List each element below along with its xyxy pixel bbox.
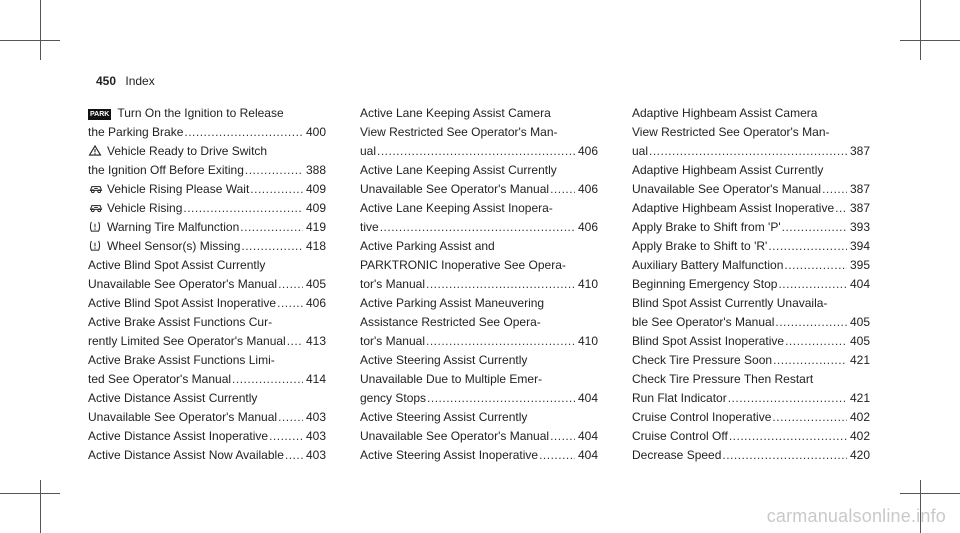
entry-label: Turn On the Ignition to Release [117, 106, 284, 120]
entry-text [88, 351, 275, 370]
index-entry [88, 389, 326, 408]
entry-label: Blind Spot Assist Inoperative [632, 334, 785, 348]
index-column-1 [88, 104, 326, 465]
index-entry [360, 427, 598, 446]
leader-dots [768, 237, 847, 256]
entry-text [88, 370, 231, 389]
entry-page: 410 [577, 334, 598, 348]
entry-label: Active Parking Assist Maneuvering [360, 296, 545, 310]
index-entry [360, 218, 598, 237]
leader-dots [722, 446, 847, 465]
entry-label: PARKTRONIC Inoperative See Opera- [360, 258, 566, 272]
index-entry [632, 389, 870, 408]
entry-label: Warning Tire Malfunction [107, 220, 240, 234]
index-entry [360, 446, 598, 465]
entry-text [632, 389, 727, 408]
index-entry [88, 427, 326, 446]
entry-label: the Ignition Off Before Exiting [88, 163, 244, 177]
entry-text [88, 104, 284, 123]
entry-label: View Restricted See Operator's Man- [632, 125, 830, 139]
leader-dots [377, 142, 575, 161]
entry-text [632, 237, 767, 256]
entry-text [632, 275, 777, 294]
entry-text [632, 294, 827, 313]
leader-dots [782, 218, 847, 237]
entry-text [360, 313, 541, 332]
entry-label: ual [360, 144, 377, 158]
entry-text [632, 408, 771, 427]
entry-text [632, 104, 817, 123]
leader-dots [380, 218, 575, 237]
index-entry [632, 332, 870, 351]
entry-label: Active Distance Assist Now Available [88, 448, 284, 462]
index-entry [632, 313, 870, 332]
leader-dots [278, 408, 303, 427]
entry-page: 409 [305, 201, 326, 215]
entry-label: Active Lane Keeping Assist Camera [360, 106, 551, 120]
index-entry [360, 389, 598, 408]
entry-label: tor's Manual [360, 277, 425, 291]
leader-dots [729, 427, 847, 446]
index-entry [360, 275, 598, 294]
entry-label: the Parking Brake [88, 125, 184, 139]
entry-page: 403 [305, 410, 326, 424]
entry-label: rently Limited See Operator's Manual [88, 334, 286, 348]
index-entry [632, 104, 870, 123]
entry-text [360, 123, 557, 142]
index-entry [632, 351, 870, 370]
entry-label: Active Lane Keeping Assist Currently [360, 163, 557, 177]
entry-label: Vehicle Rising Please Wait [107, 182, 250, 196]
index-entry [360, 351, 598, 370]
entry-text [360, 199, 553, 218]
entry-label: ted See Operator's Manual [88, 372, 232, 386]
entry-text [88, 199, 182, 218]
entry-text [88, 142, 267, 161]
index-entry [360, 332, 598, 351]
leader-dots [269, 427, 303, 446]
page-title: Index [125, 74, 155, 88]
entry-page: 406 [577, 144, 598, 158]
index-entry [88, 180, 326, 199]
index-entry [632, 275, 870, 294]
leader-dots [240, 218, 303, 237]
index-entry [360, 313, 598, 332]
entry-page: 402 [849, 410, 870, 424]
index-entry [360, 104, 598, 123]
entry-label: Adaptive Highbeam Assist Inoperative [632, 201, 835, 215]
index-entry [632, 294, 870, 313]
entry-text [632, 161, 823, 180]
index-entry [88, 370, 326, 389]
entry-label: Unavailable Due to Multiple Emer- [360, 372, 543, 386]
entry-label: Apply Brake to Shift from 'P' [632, 220, 781, 234]
entry-label: Active Distance Assist Inoperative [88, 429, 269, 443]
entry-page: 406 [577, 182, 598, 196]
entry-label: Active Steering Assist Currently [360, 353, 528, 367]
index-entry [360, 199, 598, 218]
leader-dots [245, 161, 303, 180]
index-entry [88, 123, 326, 142]
entry-text [632, 180, 821, 199]
entry-page: 413 [305, 334, 326, 348]
entry-label: Active Brake Assist Functions Cur- [88, 315, 273, 329]
entry-text [360, 446, 538, 465]
index-entry [632, 256, 870, 275]
entry-label: View Restricted See Operator's Man- [360, 125, 558, 139]
entry-label: Wheel Sensor(s) Missing [107, 239, 241, 253]
index-entry [88, 275, 326, 294]
entry-label: Cruise Control Inoperative [632, 410, 772, 424]
entry-text [88, 408, 277, 427]
index-entry [360, 161, 598, 180]
entry-text [632, 218, 781, 237]
entry-page: 403 [305, 448, 326, 462]
leader-dots [775, 313, 847, 332]
entry-page: 405 [305, 277, 326, 291]
entry-page: 394 [849, 239, 870, 253]
entry-page: 400 [305, 125, 326, 139]
index-entry [632, 161, 870, 180]
entry-label: Active Blind Spot Assist Currently [88, 258, 266, 272]
crop-mark [900, 493, 960, 494]
entry-text [360, 294, 544, 313]
entry-text [88, 294, 276, 313]
index-entry [632, 199, 870, 218]
index-entry [632, 370, 870, 389]
entry-page: 404 [849, 277, 870, 291]
entry-page: 420 [849, 448, 870, 462]
leader-dots [184, 123, 303, 142]
entry-label: Active Blind Spot Assist Inoperative [88, 296, 277, 310]
entry-text [88, 123, 183, 142]
crop-mark [40, 480, 41, 533]
entry-text [360, 256, 566, 275]
entry-page: 421 [849, 353, 870, 367]
leader-dots [539, 446, 575, 465]
entry-label: tive [360, 220, 379, 234]
leader-dots [835, 199, 847, 218]
index-entry [88, 446, 326, 465]
entry-text [88, 275, 277, 294]
leader-dots [728, 389, 847, 408]
entry-label: Vehicle Rising [107, 201, 183, 215]
entry-page: 387 [849, 182, 870, 196]
leader-dots [778, 275, 847, 294]
entry-text [88, 427, 268, 446]
entry-text [360, 275, 425, 294]
entry-text [632, 332, 784, 351]
index-entry [632, 237, 870, 256]
leader-dots [772, 408, 847, 427]
leader-dots [785, 332, 847, 351]
leader-dots [250, 180, 303, 199]
vehicle-level-icon [88, 200, 102, 211]
entry-text [632, 351, 772, 370]
entry-text [360, 389, 426, 408]
entry-text [632, 256, 783, 275]
entry-page: 404 [577, 448, 598, 462]
entry-label: Unavailable See Operator's Manual [88, 410, 278, 424]
entry-text [360, 332, 425, 351]
entry-label: Adaptive Highbeam Assist Camera [632, 106, 818, 120]
tire-pressure-icon [88, 238, 102, 249]
index-entry [632, 142, 870, 161]
leader-dots [649, 142, 847, 161]
leader-dots [773, 351, 847, 370]
index-entry [88, 237, 326, 256]
index-entry [88, 351, 326, 370]
index-entry [360, 180, 598, 199]
entry-label: Apply Brake to Shift to 'R' [632, 239, 768, 253]
index-entry [88, 332, 326, 351]
entry-page: 409 [305, 182, 326, 196]
entry-text [360, 180, 549, 199]
entry-text [360, 104, 551, 123]
entry-page: 418 [305, 239, 326, 253]
entry-label: Unavailable See Operator's Manual [360, 182, 550, 196]
entry-text [88, 332, 286, 351]
index-entry [360, 294, 598, 313]
entry-label: ble See Operator's Manual [632, 315, 775, 329]
entry-text [360, 427, 549, 446]
leader-dots [427, 389, 575, 408]
index-entry [88, 313, 326, 332]
entry-text [88, 218, 239, 237]
leader-dots [550, 427, 575, 446]
crop-mark [920, 0, 921, 60]
entry-label: ual [632, 144, 649, 158]
entry-label: Active Steering Assist Inoperative [360, 448, 539, 462]
entry-page: 406 [577, 220, 598, 234]
entry-text [88, 161, 244, 180]
entry-text [88, 256, 265, 275]
entry-text [632, 142, 648, 161]
index-entry [632, 218, 870, 237]
leader-dots [550, 180, 575, 199]
entry-label: tor's Manual [360, 334, 425, 348]
leader-dots [232, 370, 303, 389]
entry-page: 387 [849, 144, 870, 158]
entry-page: 421 [849, 391, 870, 405]
entry-label: Check Tire Pressure Then Restart [632, 372, 814, 386]
entry-label: Decrease Speed [632, 448, 722, 462]
entry-page: 388 [305, 163, 326, 177]
index-column-3 [632, 104, 870, 465]
index-entry [360, 142, 598, 161]
entry-text [360, 237, 495, 256]
entry-page: 404 [577, 391, 598, 405]
crop-mark [900, 40, 960, 41]
index-entry [88, 142, 326, 161]
index-column-2 [360, 104, 598, 465]
entry-page: 402 [849, 429, 870, 443]
index-entry [360, 237, 598, 256]
leader-dots [241, 237, 303, 256]
crop-mark [40, 0, 41, 60]
leader-dots [285, 446, 303, 465]
entry-text [88, 237, 240, 256]
entry-page: 393 [849, 220, 870, 234]
entry-page: 410 [577, 277, 598, 291]
entry-text [632, 446, 721, 465]
index-entry [632, 446, 870, 465]
entry-text [88, 389, 257, 408]
entry-text [632, 313, 774, 332]
entry-page: 405 [849, 315, 870, 329]
crop-mark [0, 493, 60, 494]
index-entry [88, 218, 326, 237]
leader-dots [287, 332, 303, 351]
watermark-logo: carmanualsonline.info [766, 506, 946, 526]
entry-label: Vehicle Ready to Drive Switch [107, 144, 268, 158]
leader-dots [426, 332, 575, 351]
index-entry [360, 256, 598, 275]
index-entry [632, 180, 870, 199]
entry-label: Active Parking Assist and [360, 239, 495, 253]
entry-label: Active Steering Assist Currently [360, 410, 528, 424]
entry-text [88, 446, 284, 465]
entry-page: 419 [305, 220, 326, 234]
index-entry [360, 370, 598, 389]
index-entry [88, 161, 326, 180]
crop-mark [0, 40, 60, 41]
entry-label: Active Lane Keeping Assist Inopera- [360, 201, 553, 215]
entry-text [632, 427, 728, 446]
entry-text [88, 180, 249, 199]
index-entry [360, 123, 598, 142]
leader-dots [784, 256, 847, 275]
index-entry [88, 104, 326, 123]
entry-label: Blind Spot Assist Currently Unavaila- [632, 296, 828, 310]
leader-dots [426, 275, 575, 294]
entry-page: 414 [305, 372, 326, 386]
entry-text [632, 123, 829, 142]
leader-dots [183, 199, 303, 218]
leader-dots [277, 294, 303, 313]
page-number: 450 [96, 74, 117, 88]
index-entry [632, 408, 870, 427]
entry-label: Assistance Restricted See Opera- [360, 315, 541, 329]
entry-label: Active Distance Assist Currently [88, 391, 258, 405]
entry-page: 403 [305, 429, 326, 443]
entry-text [632, 370, 813, 389]
page-header [96, 74, 155, 88]
entry-text [360, 218, 379, 237]
entry-page: 404 [577, 429, 598, 443]
warning-triangle-icon [88, 143, 102, 154]
entry-page: 406 [305, 296, 326, 310]
entry-label: Unavailable See Operator's Manual [632, 182, 822, 196]
entry-label: Auxiliary Battery Malfunction [632, 258, 784, 272]
entry-text [360, 161, 557, 180]
entry-label: gency Stops [360, 391, 427, 405]
index-entry [88, 256, 326, 275]
entry-text [88, 313, 272, 332]
index-entry [88, 199, 326, 218]
entry-label: Adaptive Highbeam Assist Currently [632, 163, 824, 177]
entry-label: Check Tire Pressure Soon [632, 353, 773, 367]
index-entry [88, 408, 326, 427]
leader-dots [822, 180, 847, 199]
index-entry [632, 427, 870, 446]
entry-label: Active Brake Assist Functions Limi- [88, 353, 275, 367]
entry-text [360, 408, 527, 427]
entry-page: 387 [849, 201, 870, 215]
leader-dots [278, 275, 303, 294]
entry-label: Cruise Control Off [632, 429, 728, 443]
entry-text [360, 370, 542, 389]
entry-text [360, 351, 527, 370]
entry-page: 405 [849, 334, 870, 348]
entry-page: 395 [849, 258, 870, 272]
vehicle-level-icon [88, 181, 102, 192]
entry-label: Unavailable See Operator's Manual [360, 429, 550, 443]
entry-label: Beginning Emergency Stop [632, 277, 778, 291]
park-icon: PARK [90, 111, 110, 118]
index-entry [632, 123, 870, 142]
tire-pressure-icon [88, 219, 102, 230]
entry-label: Run Flat Indicator [632, 391, 727, 405]
entry-text [360, 142, 376, 161]
index-entry [88, 294, 326, 313]
index-entry [360, 408, 598, 427]
entry-text [632, 199, 834, 218]
entry-label: Unavailable See Operator's Manual [88, 277, 278, 291]
